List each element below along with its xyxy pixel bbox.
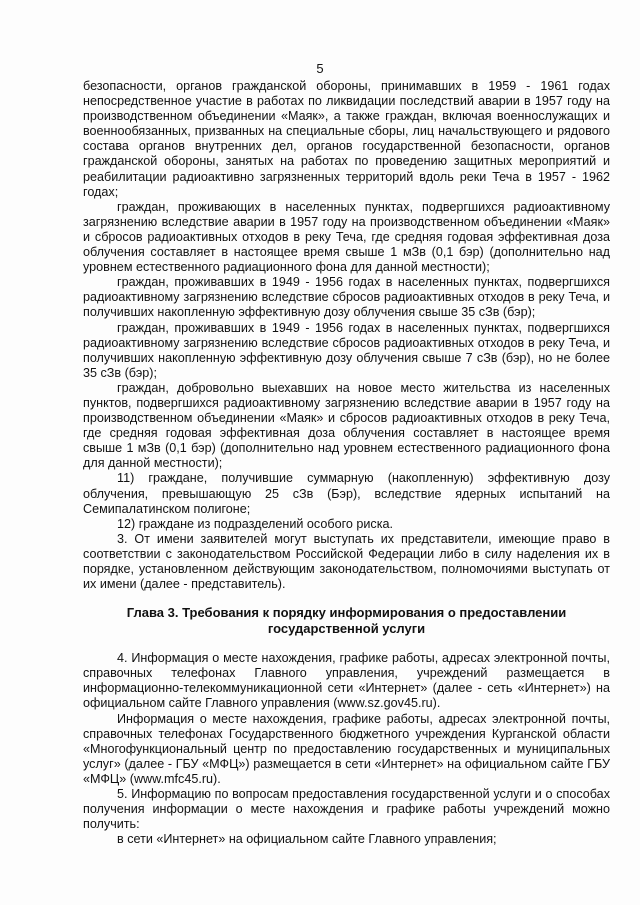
- paragraph-mfc-info: Информация о месте нахождения, графике работы, адресах электронной почты, справочных телефонах Государственного бюджетного учреждения Курганской области «Многофункциональный центр по предоставлению государственных и муниципальных услуг» (далее - ГБУ «МФЦ») размещается в сети «Интернет» на официальном сайте ГБУ «МФЦ» (www.mfc45.ru).: [83, 711, 610, 786]
- paragraph-list-item: граждан, проживавших в 1949 - 1956 годах в населенных пунктах, подвергшихся радиоактивному загрязнению вследствие сбросов радиоактивных отходов в реку Теча, и получивших накопленную эффективную дозу облучения свыше 7 сЗв (бэр), но не более 35 сЗв (бэр);: [83, 320, 610, 380]
- paragraph-list-item: граждан, проживавших в 1949 - 1956 годах в населенных пунктах, подвергшихся радиоактивному загрязнению вследствие сбросов радиоактивных отходов в реку Теча, и получивших накопленную эффективную дозу облучения свыше 35 сЗв (бэр);: [83, 275, 610, 320]
- chapter-heading-line-2: государственной услуги: [267, 621, 426, 637]
- page-number: 5: [316, 61, 324, 76]
- paragraph-clause-4: 4. Информация о месте нахождения, графике работы, адресах электронной почты, справочных телефонах Главного управления, учреждений размещается в информационно-телекоммуникационной сети «Интернет» (далее - сеть «Интернет») на официальном сайте Главного управления (www.sz.gov45.ru).: [83, 651, 610, 711]
- paragraph-list-item: 12) граждане из подразделений особого риска.: [117, 516, 394, 531]
- paragraph-list-item: граждан, проживающих в населенных пунктах, подвергшихся радиоактивному загрязнению вследствие аварии в 1957 году на производственном объединении «Маяк» и сбросов радиоактивных отходов в реку Теча, где средняя годовая эффективная доза облучения составляет в настоящее время свыше 1 мЗв (0,1 бэр) (дополнительно над уровнем естественного радиационного фона для данной местности);: [83, 199, 610, 275]
- document-body: [83, 79, 610, 847]
- paragraph-continuation: безопасности, органов гражданской обороны, принимавших в 1959 - 1961 годах непосредственное участие в работах по ликвидации последствий аварии в 1957 году на производственном объединении «Маяк», а также граждан, включая военнослужащих и военнообязанных, призванных на специальные сборы, лиц начальствующего и рядового состава органов внутренних дел, органов государственной безопасности, органов гражданской обороны, занятых на работах по проведению защитных мероприятий и реабилитации радиоактивно загрязненных территорий вдоль реки Теча в 1957 - 1962 годах;: [83, 79, 610, 199]
- paragraph-list-item: в сети «Интернет» на официальном сайте Главного управления;: [117, 832, 497, 847]
- paragraph-clause-3: 3. От имени заявителей могут выступать их представители, имеющие право в соответствии с законодательством Российской Федерации либо в силу наделения их в порядке, установленном действующим законодательством, полномочиями выступать от их имени (далее - представитель).: [83, 531, 610, 592]
- paragraph-list-item: 11) граждане, получившие суммарную (накопленную) эффективную дозу облучения, превышающую 25 сЗв (Бэр), вследствие ядерных испытаний на Семипалатинском полигоне;: [83, 471, 610, 516]
- chapter-heading-line-1: Глава 3. Требования к порядку информирования о предоставлении: [126, 605, 567, 621]
- chapter-heading: [83, 605, 610, 637]
- paragraph-list-item: граждан, добровольно выехавших на новое место жительства из населенных пунктов, подвергшихся радиоактивному загрязнению вследствие аварии в 1957 году на производственном объединении «Маяк» и сбросов радиоактивных отходов в реку Теча, где средняя годовая эффективная доза облучения составляет в настоящее время свыше 1 мЗв (0,1 бэр) (дополнительно над уровнем естественного радиационного фона для данной местности);: [83, 380, 610, 471]
- paragraph-clause-5: 5. Информацию по вопросам предоставления государственной услуги и о способах получения информации о месте нахождения и графике работы учреждений можно получить:: [83, 787, 610, 832]
